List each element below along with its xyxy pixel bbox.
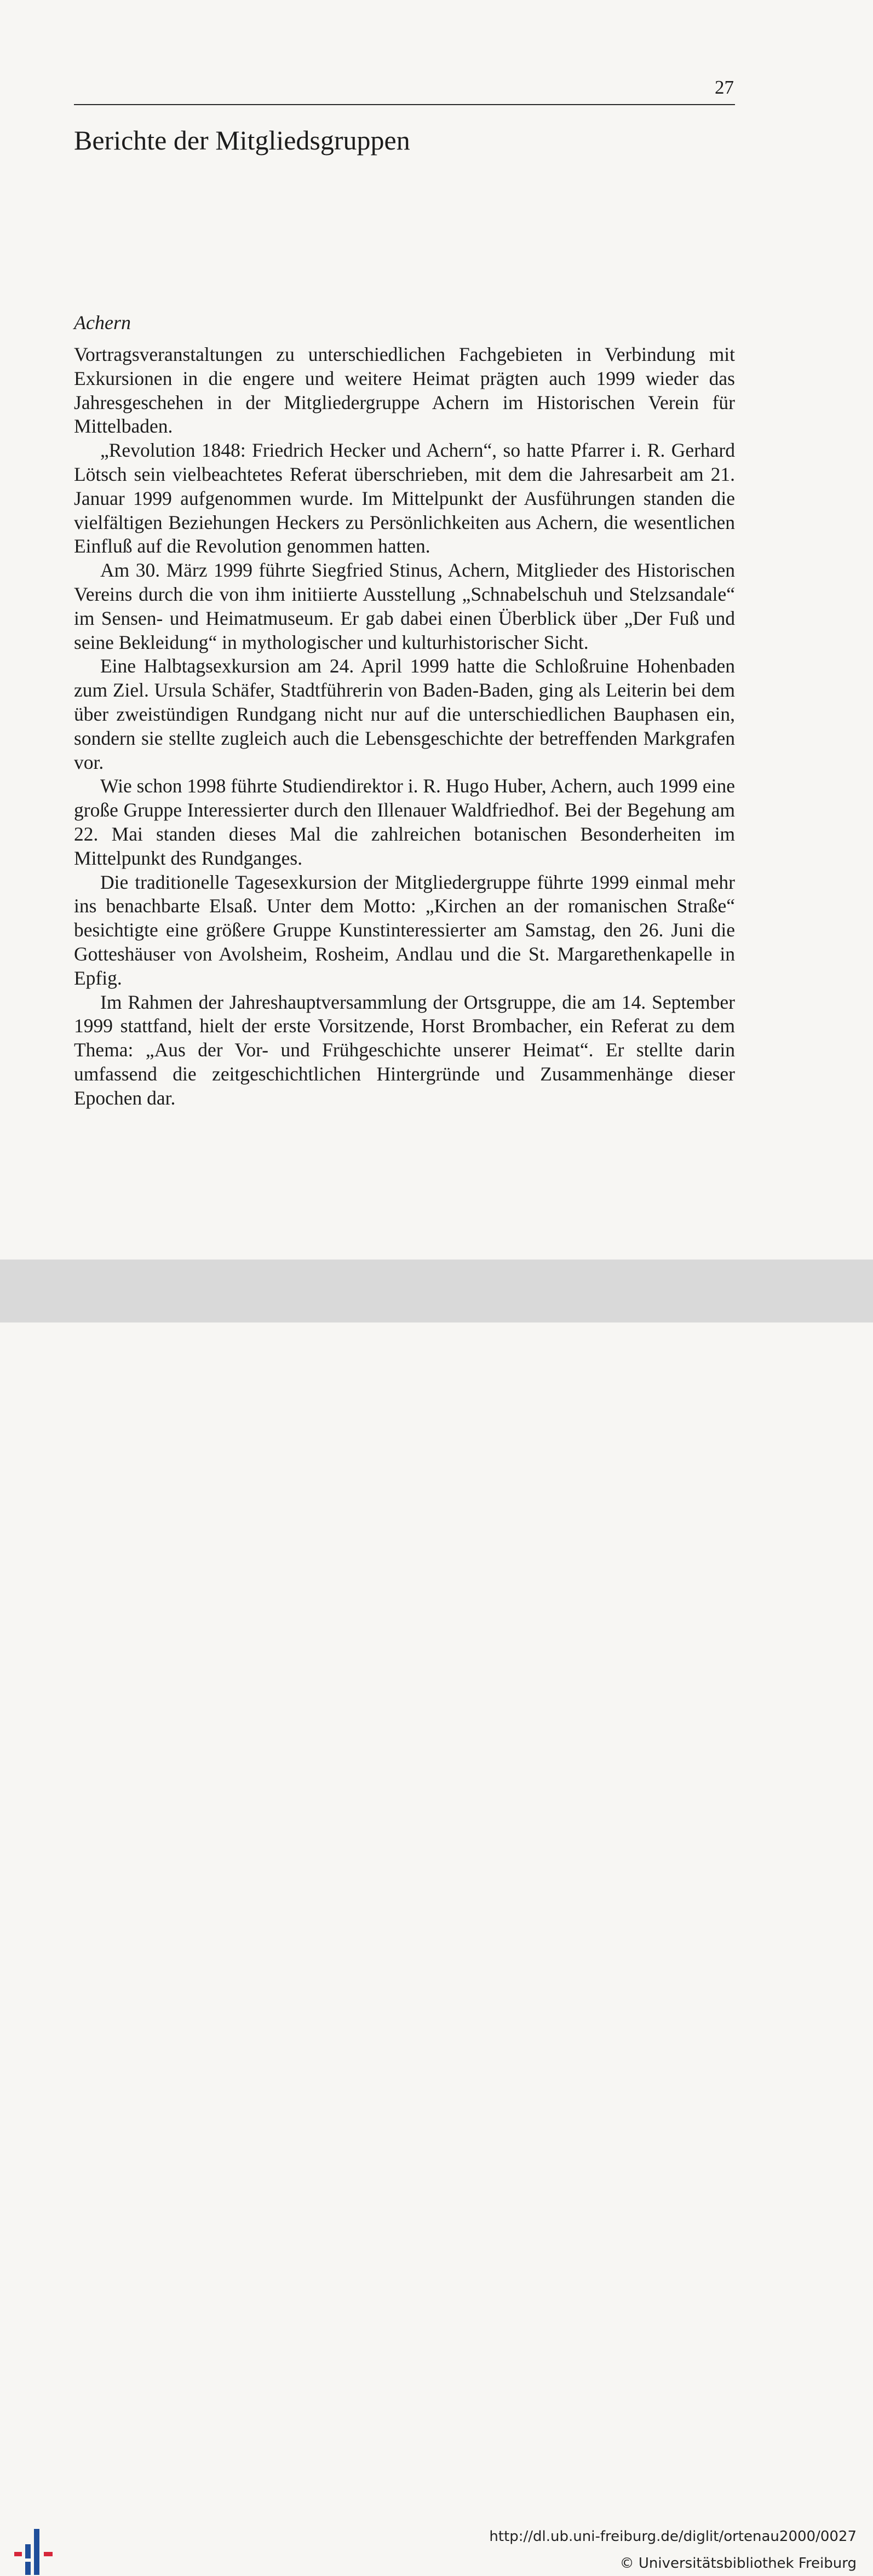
- paragraph-7: Im Rahmen der Jahreshauptversammlung der Ortsgruppe, die am 14. September 1999 stattfand, hielt der erste Vorsitzende, Horst Brombacher, ein Referat zu dem Thema: „Aus der Vor- und Frühgeschichte unserer Heimat“. Er stellte darin umfassend die zeitgeschichtlichen Hintergründe und Zusammenhänge dieser Epochen dar.: [74, 991, 735, 1109]
- permalink-url[interactable]: http://dl.ub.uni-freiburg.de/diglit/ortenau2000/0027: [489, 2528, 857, 2545]
- scanned-page: [0, 0, 873, 1260]
- library-logo-icon: [12, 2526, 56, 2576]
- section-title: Berichte der Mitgliedsgruppen: [74, 125, 410, 156]
- copyright-notice: © Universitätsbibliothek Freiburg: [619, 2555, 857, 2572]
- paragraph-2: „Revolution 1848: Friedrich Hecker und Achern“, so hatte Pfarrer i. R. Gerhard Lötsch sein vielbeachtetes Referat überschrieben, mit dem die Jahresarbeit am 21. Januar 1999 aufgenommen wurde. Im Mittelpunkt der Ausführungen standen die vielfältigen Beziehungen Heckers zu Persönlichkeiten aus Achern, die wesentlichen Einfluß auf die Revolution genommen hatten.: [74, 439, 735, 557]
- paragraph-3: Am 30. März 1999 führte Siegfried Stinus, Achern, Mitglieder des Historischen Vereins durch die von ihm initiierte Ausstellung „Schnabelschuh und Stelzsandale“ im Sensen- und Heimatmuseum. Er gab dabei einen Überblick über „Der Fuß und seine Bekleidung“ in mythologischer und kulturhistorischer Sicht.: [74, 559, 735, 653]
- header-rule: [74, 104, 735, 105]
- paragraph-4: Eine Halbtagsexkursion am 24. April 1999 hatte die Schloßruine Hohenbaden zum Ziel. Ursula Schäfer, Stadtführerin von Baden-Baden, ging als Leiterin bei dem über zweistündigen Rundgang nicht nur auf die unterschiedlichen Bauphasen ein, sondern sie stellte zugleich auch die Lebensgeschichte der betreffenden Markgrafen vor.: [74, 655, 735, 773]
- page-number: 27: [715, 77, 734, 98]
- viewer-footer: [0, 1260, 873, 2572]
- paragraph-6: Die traditionelle Tagesexkursion der Mitgliedergruppe führte 1999 einmal mehr ins benachbarte Elsaß. Unter dem Motto: „Kirchen an der romanischen Straße“ besichtigte eine größere Gruppe Kunstinteressierter am Samstag, den 26. Juni die Gotteshäuser von Avolsheim, Rosheim, Andlau und die St. Margarethenkapelle in Epfig.: [74, 871, 735, 989]
- paragraph-5: Wie schon 1998 führte Studiendirektor i. R. Hugo Huber, Achern, auch 1999 eine große Gruppe Interessierter durch den Illenauer Waldfriedhof. Bei der Begehung am 22. Mai standen dieses Mal die zahlreichen botanischen Besonderheiten im Mittelpunkt des Rundganges.: [74, 775, 735, 869]
- subsection-title: Achern: [74, 312, 131, 334]
- paragraph-1: Vortragsveranstaltungen zu unterschiedlichen Fachgebieten in Verbindung mit Exkursionen in die engere und weitere Heimat prägten auch 1999 wieder das Jahresgeschehen in der Mitgliedergruppe Achern im Historischen Verein für Mittelbaden.: [74, 343, 735, 438]
- body-text: [74, 343, 735, 1111]
